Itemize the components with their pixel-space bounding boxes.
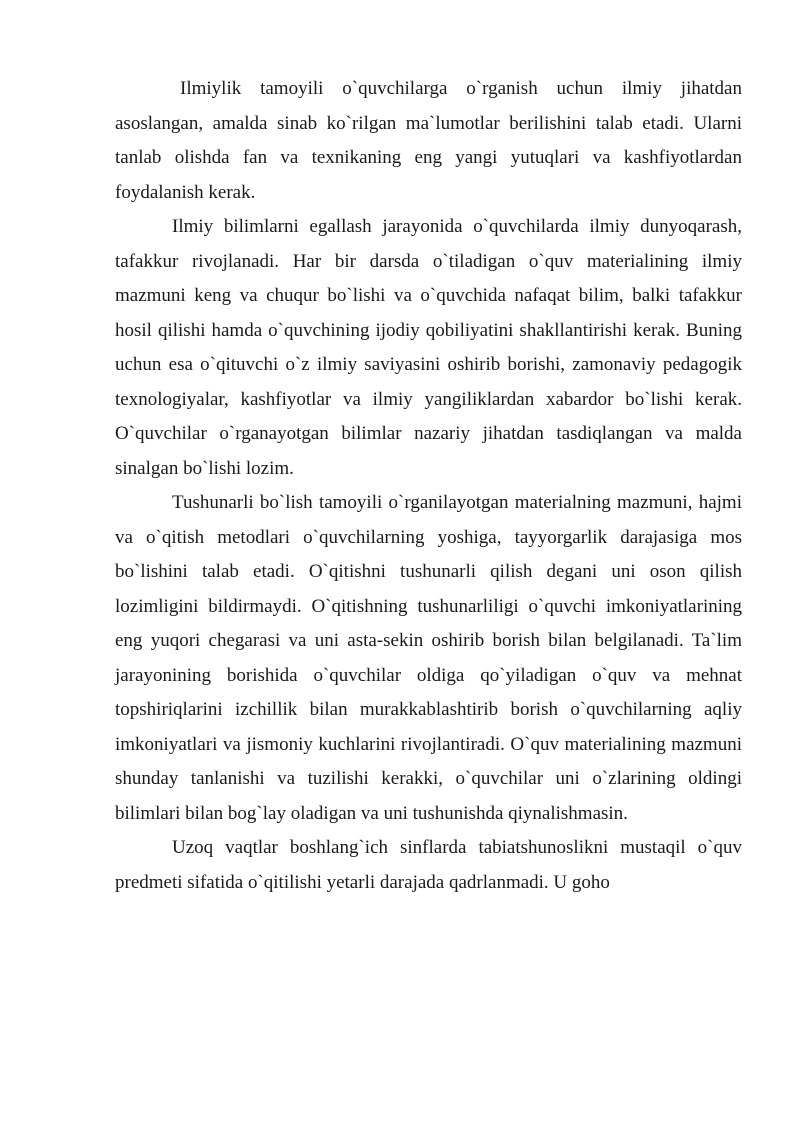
paragraph-comprehensibility-principle: Tushunarli bo`lish tamoyili o`rganilayotgan materialning mazmuni, hajmi va o`qitish metodlari o`quvchilarning yoshiga, tayyorgarlik darajasiga mos bo`lishini talab etadi. O`qitishni tushunarli qilish degani uni oson qilish lozimligini bildirmaydi. O`qitishning tushunarliligi o`quvchi imkoniyatlarining eng yuqori chegarasi va uni asta-sekin oshirib borish bilan belgilanadi. Ta`lim jarayonining borishida o`quvchilar oldiga qo`yiladigan o`quv va mehnat topshiriqlarini izchillik bilan murakkablashtirib borish o`quvchilarning aqliy imkoniyatlari va jismoniy kuchlarini rivojlantiradi. O`quv materialining mazmuni shunday tanlanishi va tuzilishi kerakki, o`quvchilar uni o`zlarining oldingi bilimlari bilan bog`lay oladigan va uni tushunishda qiynalishmasin. [115, 492, 742, 824]
document-page [115, 72, 742, 900]
paragraph-scientific-knowledge: Ilmiy bilimlarni egallash jarayonida o`quvchilarda ilmiy dunyoqarash, tafakkur rivojlanadi. Har bir darsda o`tiladigan o`quv materialining ilmiy mazmuni keng va chuqur bo`lishi va o`quvchida nafaqat bilim, balki tafakkur hosil qilishi hamda o`quvchining ijodiy qobiliyatini shakllantirishi kerak. Buning uchun esa o`qituvchi o`z ilmiy saviyasini oshirib borishi, zamonaviy pedagogik texnologiyalar, kashfiyotlar va ilmiy yangiliklardan xabardor bo`lishi kerak. O`quvchilar o`rganayotgan bilimlar nazariy jihatdan tasdiqlangan va malda sinalgan bo`lishi lozim. [115, 216, 742, 479]
paragraph-scientific-principle: Ilmiylik tamoyili o`quvchilarga o`rganish uchun ilmiy jihatdan asoslangan, amalda sinab ko`rilgan ma`lumotlar berilishini talab etadi. Ularni tanlab olishda fan va texnikaning eng yangi yutuqlari va kashfiyotlardan foydalanish kerak. [115, 78, 742, 203]
paragraph-natural-science-subject: Uzoq vaqtlar boshlang`ich sinflarda tabiatshunoslikni mustaqil o`quv predmeti sifatida o`qitilishi yetarli darajada qadrlanmadi. U goho [115, 837, 742, 893]
